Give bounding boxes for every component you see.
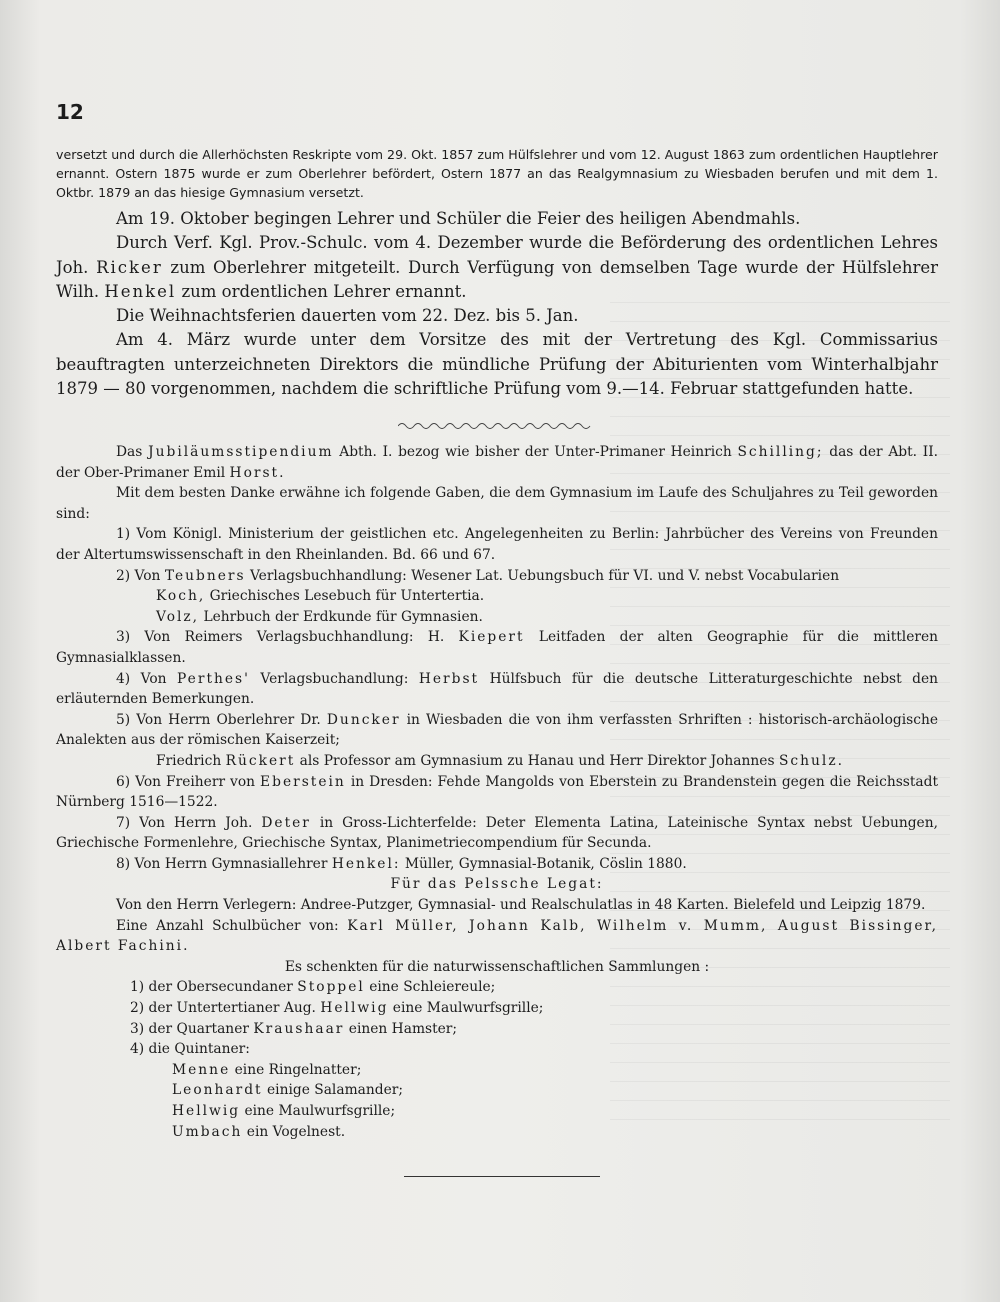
nature-item-4: 4) die Quintaner: (130, 1041, 250, 1058)
gift-item-7: 7) Von Herrn Joh. Deter in Gross-Lichterfelde: Deter Elementa Latina, Lateinische Syntax nebst Uebungen, Griechische Formenlehre, Griechische Syntax, Planimetriecompendium für Secunda. (56, 814, 938, 852)
paragraph-holidays: Die Weihnachtsferien dauerten vom 22. Dez. bis 5. Jan. (116, 306, 579, 326)
stipendium-paragraph: Das Jubiläumsstipendium Abth. I. bezog wie bisher der Unter-Primaner Heinrich Schilling; das der Abt. II. der Ober-Primaner Emil Horst. (56, 444, 939, 481)
gift-item-3: 3) Von Reimers Verlagsbuchhandlung: H. Kiepert Leitfaden der alten Geographie für die mittleren Gymnasialklassen. (56, 629, 939, 666)
nature-item-3: 3) der Quartaner Kraushaar einen Hamster; (130, 1020, 458, 1037)
paragraph-examination: Am 4. März wurde unter dem Vorsitze des mit der Vertretung des Kgl. Commissarius beauftragten unterzeichneten Direktors die mündliche Prüfung der Abiturienten vom Winterhalbjahr 1879 — 80 vorgenommen, nachdem die schriftliche Prüfung vom 9.—14. Februar stattgefunden hatte. (56, 330, 938, 399)
gift-item-6: 6) Von Freiherr von Eberstein in Dresden: Fehde Mangolds von Eberstein zu Brandenstein gegen die Reichsstadt Nürnberg 1516—1522. (56, 773, 939, 811)
pels-item-2: Eine Anzahl Schulbücher von: Karl Müller, Johann Kalb, Wilhelm v. Mumm, August Bissinger, Albert Fachini. (56, 917, 938, 955)
paragraph: versetzt und durch die Allerhöchsten Reskripte vom 29. Okt. 1857 zum Hülfslehrer und vom 12. August 1863 zum ordentlichen Hauptlehrer ernannt. Ostern 1875 wurde er zum Oberlehrer befördert, Ostern 1877 an das Realgymnasium zu Wiesbaden berufen und mit dem 1. Oktbr. 1879 an das hiesige Gymnasium versetzt. (56, 147, 938, 200)
gifts-section (56, 442, 938, 1142)
gifts-intro: Mit dem besten Danke erwähne ich folgende Gaben, die dem Gymnasium im Laufe des Schuljahres zu Teil geworden sind: (56, 485, 938, 522)
pels-item-1: Von den Herrn Verlegern: Andree-Putzger, Gymnasial- und Realschulatlas in 48 Karten. Bielefeld und Leipzig 1879. (116, 897, 926, 914)
gift-item-1: 1) Vom Königl. Ministerium der geistlichen etc. Angelegenheiten zu Berlin: Jahrbücher des Vereins von Freunden der Altertumswissenschaft in den Rheinlanden. Bd. 66 und 67. (56, 526, 938, 563)
gift-item-2: 2) Von Teubners Verlagsbuchhandlung: Wesener Lat. Uebungsbuch für VI. und V. nebst Vocabularien (116, 567, 840, 584)
chronicle-section (56, 207, 938, 401)
gift-item-2-line-3: Volz, Lehrbuch der Erdkunde für Gymnasien. (156, 608, 483, 625)
natural-history-heading: Es schenkten für die naturwissenschaftlichen Sammlungen : (284, 958, 710, 975)
quintaner-3: Hellwig eine Maulwurfsgrille; (172, 1103, 396, 1119)
wavy-divider (398, 420, 594, 432)
gift-item-5: 5) Von Herrn Oberlehrer Dr. Duncker in Wiesbaden die von ihm verfassten Srhriften : historisch-archäologische Analekten aus der römischen Kaiserzeit; (56, 711, 939, 749)
quintaner-4: Umbach ein Vogelnest. (172, 1123, 346, 1140)
gift-item-2-line-2: Koch, Griechisches Lesebuch für Untertertia. (156, 588, 485, 605)
paragraph-communion: Am 19. Oktober begingen Lehrer und Schüler die Feier des heiligen Abendmahls. (116, 209, 801, 228)
gift-item-8: 8) Von Herrn Gymnasiallehrer Henkel: Müller, Gymnasial-Botanik, Cöslin 1880. (116, 855, 687, 872)
pels-legat-heading: Für das Pelssche Legat: (390, 876, 604, 893)
quintaner-1: Menne eine Ringelnatter; (172, 1061, 362, 1078)
gift-item-4: 4) Von Perthes' Verlagsbuchandlung: Herbst Hülfsbuch für die deutsche Litteraturgeschichte nebst den erläuternden Bemerkungen. (56, 670, 939, 708)
nature-item-2: 2) der Untertertianer Aug. Hellwig eine Maulwurfsgrille; (130, 1000, 544, 1017)
nature-item-1: 1) der Obersecundaner Stoppel eine Schleiereule; (130, 979, 496, 996)
paragraph-promotions: Durch Verf. Kgl. Prov.-Schulc. vom 4. Dezember wurde die Beförderung des ordentlichen Lehres Joh. Ricker zum Oberlehrer mitgeteilt. Durch Verfügung von demselben Tage wurde der Hülfslehrer Wilh. Henkel zum ordentlichen Lehrer ernannt. (56, 233, 939, 301)
page-number: 12 (56, 100, 84, 124)
quintaner-2: Leonhardt einige Salamander; (172, 1082, 404, 1099)
closing-rule (404, 1176, 600, 1177)
gift-item-5-line-2: Friedrich Rückert als Professor am Gymnasium zu Hanau und Herr Direktor Johannes Schulz. (156, 752, 844, 769)
biography-paragraph (56, 145, 938, 202)
